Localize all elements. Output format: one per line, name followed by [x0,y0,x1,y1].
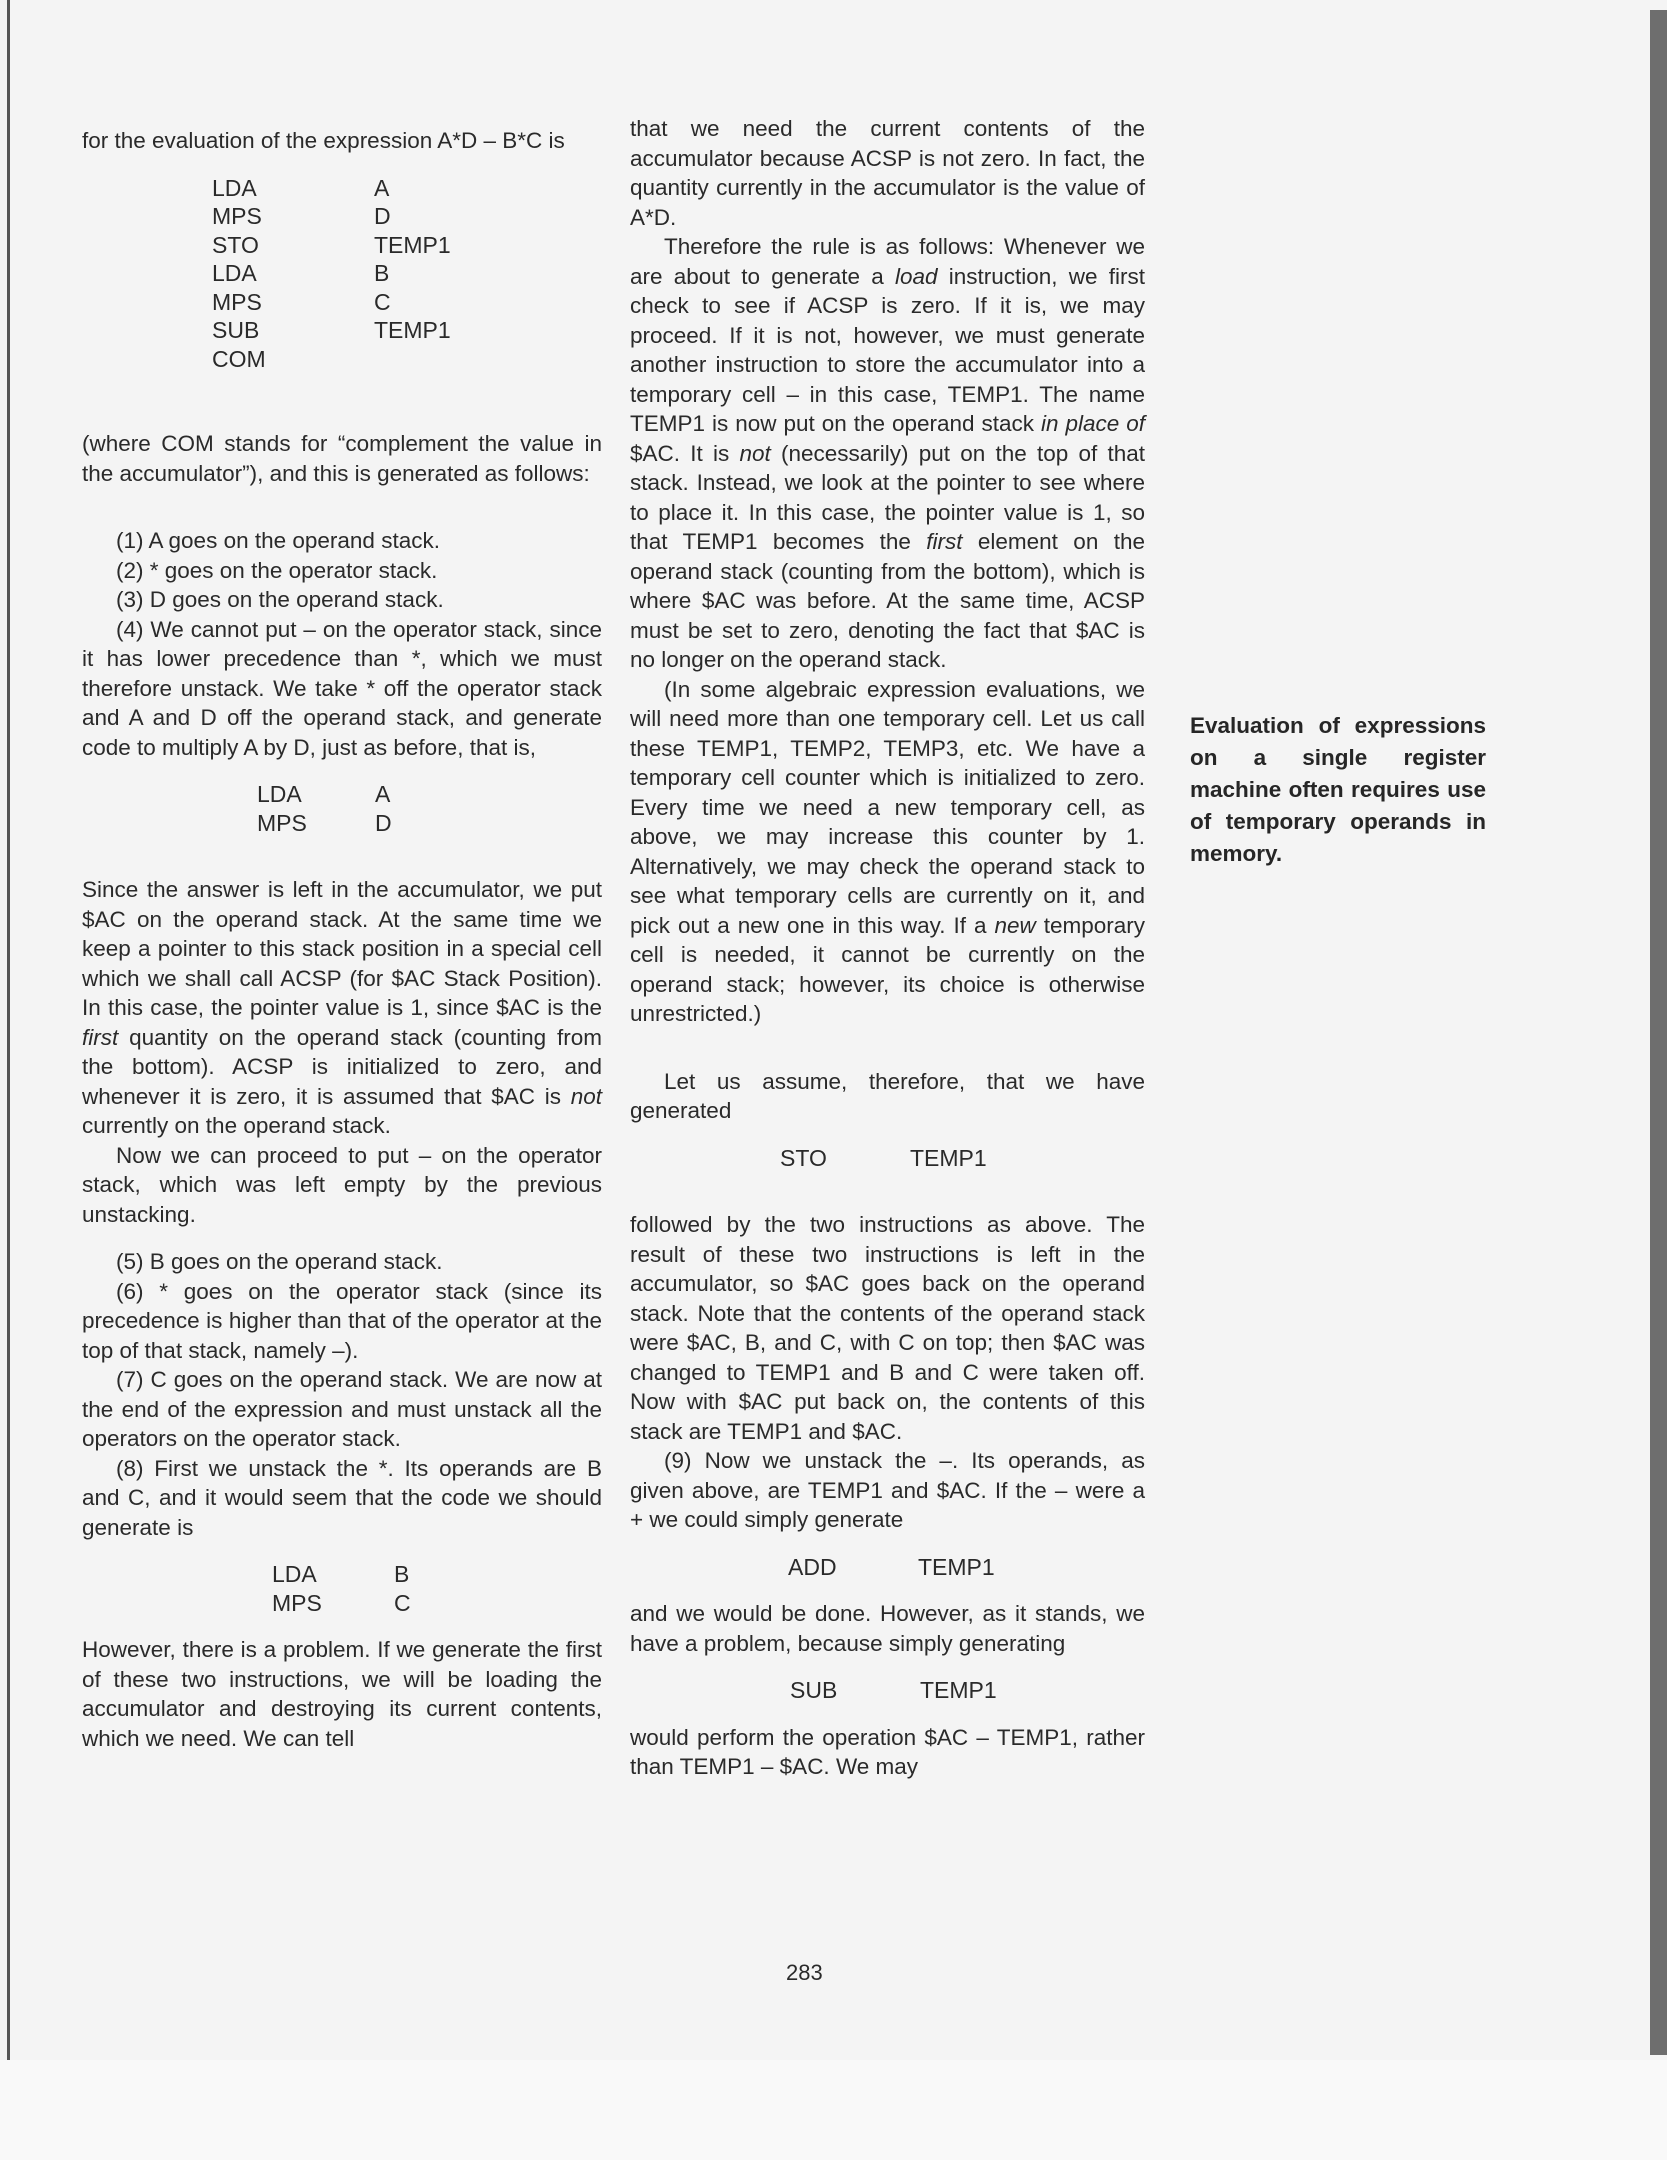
code-sto [630,1144,1145,1173]
code-line: LDA B [272,1561,410,1587]
code-line: LDA A [257,781,391,807]
code-block-3 [82,1560,602,1617]
step-item: (8) First we unstack the *. Its operands are B and C, and it would seem that the code we should generate is [82,1455,602,1540]
code-line: SUB TEMP1 [790,1677,997,1703]
parenthetical-paragraph: (In some algebraic expression evaluations, we will need more than one temporary cell. Let us call these TEMP1, TEMP2, TEMP3, etc. We have a temporary cell counter which is initialized to zero. Every time we need a new temporary cell, as above, we may increase this counter by 1. Alternatively, we may check the operand stack to see what temporary cells are currently on it, and pick out a new one in this way. If a new temporary cell is needed, it cannot be currently on the operand stack; however, its choice is otherwise unrestricted.) [630,676,1145,1026]
left-column [82,126,602,1753]
code-line: SUB TEMP1 [212,317,451,343]
continuation-paragraph: that we need the current contents of the accumulator because ACSP is not zero. In fact, the quantity currently in the accumulator is the value of A*D. [630,116,1145,230]
page-right-shadow [1650,10,1667,2055]
step-item: (1) A goes on the operand stack. [116,528,440,553]
code-line: LDA A [212,174,390,201]
intro-text: for the evaluation of the expression A*D – B*C is [82,128,565,153]
step-item: (6) * goes on the operator stack (since its precedence is higher than that of the operator at the top of that stack, namely –). [82,1278,602,1363]
code-line: MPS C [212,288,391,315]
code-block-2 [82,780,602,837]
code-block-1 [82,174,602,374]
code-line: ADD TEMP1 [788,1553,995,1580]
however-paragraph: However, there is a problem. If we generate the first of these two instructions, we will be loading the accumulator and destroying its current contents, which we need. We can tell [82,1637,602,1751]
page-number: 283 [786,1960,823,1985]
steps-list-1 [82,526,602,762]
step-item: (7) C goes on the operand stack. We are now at the end of the expression and must unstack all the operators on the operator stack. [82,1367,602,1451]
step-item: (2) * goes on the operator stack. [116,557,438,583]
now-paragraph: Now we can proceed to put – on the operator stack, which was left empty by the previous unstacking. [82,1142,602,1227]
step-nine-paragraph: (9) Now we unstack the –. Its operands, as given above, are TEMP1 and $AC. If the – were a + we could simply generate [630,1448,1145,1532]
code-line: MPS D [212,203,391,229]
step-item: (3) D goes on the operand stack. [116,587,444,612]
page-left-edge [7,0,10,2160]
code-line: MPS D [257,809,392,836]
page-bottom-margin [0,2060,1667,2160]
margin-note: Evaluation of expressions on a single register machine often requires use of temporary operands in memory. [1190,713,1486,866]
code-line: STO TEMP1 [780,1144,987,1171]
where-paragraph: (where COM stands for “complement the value in the accumulator”), and this is generated as follows: [82,431,602,486]
code-line: STO TEMP1 [212,231,451,258]
followed-paragraph: followed by the two instructions as above. The result of these two instructions is left in the accumulator, so $AC goes back on the operand stack. Note that the contents of the operand stack were $AC, B, and C, with C on top; then $AC was changed to TEMP1 and B and C were taken off. Now with $AC put back on, the contents of this stack are TEMP1 and $AC. [630,1212,1145,1444]
and-paragraph: and we would be done. However, as it stands, we have a problem, because simply generating [630,1601,1145,1656]
would-paragraph: would perform the operation $AC – TEMP1, rather than TEMP1 – $AC. We may [630,1724,1145,1779]
step-item: (4) We cannot put – on the operator stack, since it has lower precedence than *, which we must therefore unstack. We take * off the operator stack and A and D off the operand stack, and generate code to multiply A by D, just as before, that is, [82,616,602,760]
rule-paragraph: Therefore the rule is as follows: Whenever we are about to generate a load instruction, we first check to see if ACSP is zero. If it is, we may proceed. If it is not, however, we must generate another instruction to store the accumulator into a temporary cell – in this case, TEMP1. The name TEMP1 is now put on the operand stack in place of $AC. It is not (necessarily) put on the top of that stack. Instead, we look at the pointer to see where to place it. In this case, the pointer value is 1, so that TEMP1 becomes the first element on the operand stack (counting from the bottom), which is where $AC was before. At the same time, ACSP must be set to zero, denoting the fact that $AC is no longer on the operand stack. [630,234,1146,672]
right-column [630,114,1145,1782]
since-paragraph: Since the answer is left in the accumulator, we put $AC on the operand stack. At the same time we keep a pointer to this stack position in a special cell which we shall call ACSP (for $AC Stack Position). In this case, the pointer value is 1, since $AC is the first quantity on the operand stack (counting from the bottom). ACSP is initialized to zero, and whenever it is zero, it is assumed that $AC is not currently on the operand stack. [82,877,602,1138]
code-sub [630,1676,1145,1705]
assume-paragraph: Let us assume, therefore, that we have generated [630,1068,1145,1123]
code-add [630,1553,1145,1582]
code-line: MPS C [272,1589,411,1616]
step-item: (5) B goes on the operand stack. [116,1249,443,1274]
code-line: LDA B [212,260,390,286]
steps-list-2 [82,1247,602,1542]
code-line: COM [212,345,266,372]
